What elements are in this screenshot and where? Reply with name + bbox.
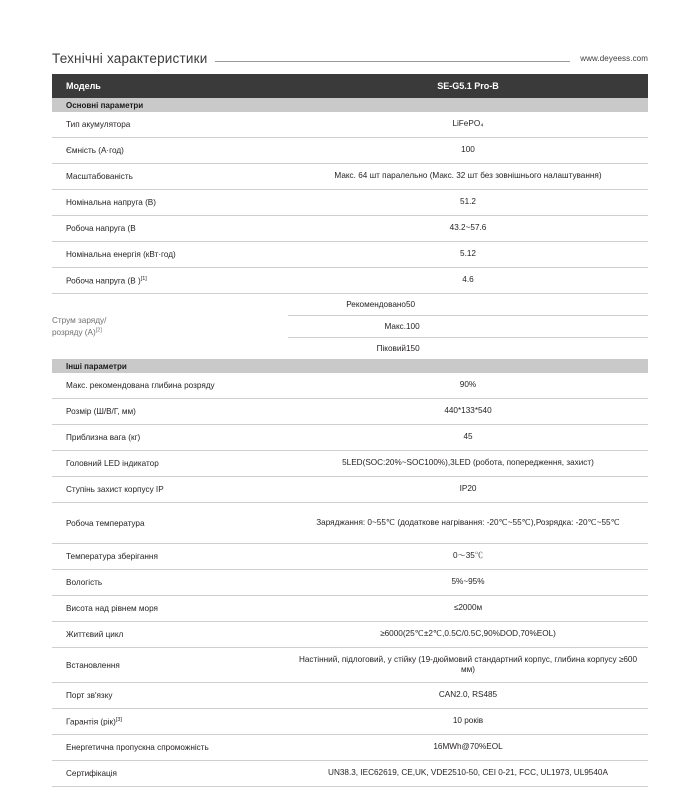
website-url: www.deyeess.com [580, 54, 648, 63]
table-row [52, 735, 648, 761]
section-other-label: Інші параметри [52, 359, 648, 373]
row-label-text: Гарантія (рік) [66, 717, 116, 727]
row-value: 16MWh@70%EOL [288, 735, 648, 761]
row-label-footnote: [1] [140, 275, 147, 282]
row-label-text: Робоча напруга (В ) [66, 276, 141, 286]
table-row [52, 622, 648, 648]
table-row [52, 425, 648, 451]
charge-discharge-group-label [52, 294, 288, 360]
row-value: Настінний, підлоговий, у стійку (19-дюймовий стандартний корпус, глибина корпусу ≥600 мм) [288, 648, 648, 683]
row-label: Головний LED індикатор [52, 451, 288, 477]
row-value: 45 [288, 425, 648, 451]
charge-label-footnote: [2] [95, 326, 102, 333]
table-row [52, 683, 648, 709]
row-value: ≤2000м [288, 596, 648, 622]
table-row [52, 544, 648, 570]
row-value: Макс. 64 шт паралельно (Макс. 32 шт без зовнішнього налаштування) [288, 164, 648, 190]
table-row [52, 216, 648, 242]
row-value: 10 років [288, 709, 648, 735]
row-label [52, 268, 288, 294]
row-value: 43.2~57.6 [288, 216, 648, 242]
row-value: 100 [288, 138, 648, 164]
charge-label-line2: розряду (A) [52, 327, 96, 337]
row-label: Розмір (Ш/В/Г, мм) [52, 399, 288, 425]
row-label: Тип акумулятора [52, 112, 288, 138]
table-row-charge-recommended [52, 294, 648, 316]
sub-row-value: 150 [406, 344, 420, 353]
row-value: 5LED(SOC:20%~SOC100%),3LED (робота, попередження, захист) [288, 451, 648, 477]
table-row [52, 596, 648, 622]
row-label: Робоча напруга (В [52, 216, 288, 242]
charge-label-line1: Струм заряду/ [52, 316, 107, 326]
table-row [52, 268, 648, 294]
row-label: Ступінь захист корпусу IP [52, 477, 288, 503]
table-row [52, 190, 648, 216]
row-value: 4.6 [288, 268, 648, 294]
sub-row-value: 50 [406, 294, 648, 316]
row-label: Макс. рекомендована глибина розряду [52, 373, 288, 399]
row-label: Приблизна вага (кг) [52, 425, 288, 451]
table-row [52, 570, 648, 596]
row-label: Вологість [52, 570, 288, 596]
row-value: 51.2 [288, 190, 648, 216]
table-row [52, 451, 648, 477]
row-value: IP20 [288, 477, 648, 503]
row-value: CAN2.0, RS485 [288, 683, 648, 709]
row-value: UN38.3, IEC62619, CE,UK, VDE2510-50, CEI 0-21, FCC, UL1973, UL9540A [288, 761, 648, 787]
model-value: SE-G5.1 Pro-B [288, 74, 648, 98]
sub-row-value: 100 [406, 316, 648, 338]
row-value: 90% [288, 373, 648, 399]
row-value: 0～35℃ [288, 544, 648, 570]
table-row [52, 164, 648, 190]
specifications-table [52, 74, 648, 787]
page-title: Технічні характеристики [52, 51, 208, 66]
row-label [52, 709, 288, 735]
section-basic-label: Основні параметри [52, 98, 648, 112]
model-label: Модель [52, 74, 288, 98]
table-row [52, 709, 648, 735]
table-row [52, 373, 648, 399]
row-value: 440*133*540 [288, 399, 648, 425]
row-label: Енергетична пропускна спроможність [52, 735, 288, 761]
table-row [52, 242, 648, 268]
table-row [52, 648, 648, 683]
sub-row-label: Макс. [288, 316, 406, 338]
header-divider [215, 61, 570, 62]
row-label: Номінальна енергія (кВт·год) [52, 242, 288, 268]
table-row [52, 399, 648, 425]
row-label-footnote: [3] [115, 716, 122, 723]
table-row [52, 503, 648, 544]
row-label: Висота над рівнем моря [52, 596, 288, 622]
table-row [52, 477, 648, 503]
row-label: Робоча температура [52, 503, 288, 544]
table-header-row [52, 74, 648, 98]
table-row [52, 761, 648, 787]
section-other-parameters [52, 359, 648, 373]
sub-row-label: Піковий [376, 344, 406, 353]
sub-row-label: Рекомендовано [288, 294, 406, 316]
row-value: ≥6000(25℃±2℃,0.5C/0.5C,90%DOD,70%EOL) [288, 622, 648, 648]
section-basic-parameters [52, 98, 648, 112]
row-label: Життєвий цикл [52, 622, 288, 648]
row-label: Масштабованість [52, 164, 288, 190]
document-header [52, 40, 648, 66]
row-label: Температура зберігання [52, 544, 288, 570]
row-label: Ємність (А·год) [52, 138, 288, 164]
row-label: Сертифікація [52, 761, 288, 787]
row-label: Номінальна напруга (В) [52, 190, 288, 216]
row-value: LiFePO₄ [288, 112, 648, 138]
row-label: Встановлення [52, 648, 288, 683]
row-value: 5.12 [288, 242, 648, 268]
row-label: Порт зв'язку [52, 683, 288, 709]
table-row [52, 112, 648, 138]
table-row [52, 138, 648, 164]
row-value: 5%~95% [288, 570, 648, 596]
row-value: Заряджання: 0~55℃ (додаткове нагрівання: -20℃~55℃),Розрядка: -20℃~55℃ [288, 503, 648, 544]
